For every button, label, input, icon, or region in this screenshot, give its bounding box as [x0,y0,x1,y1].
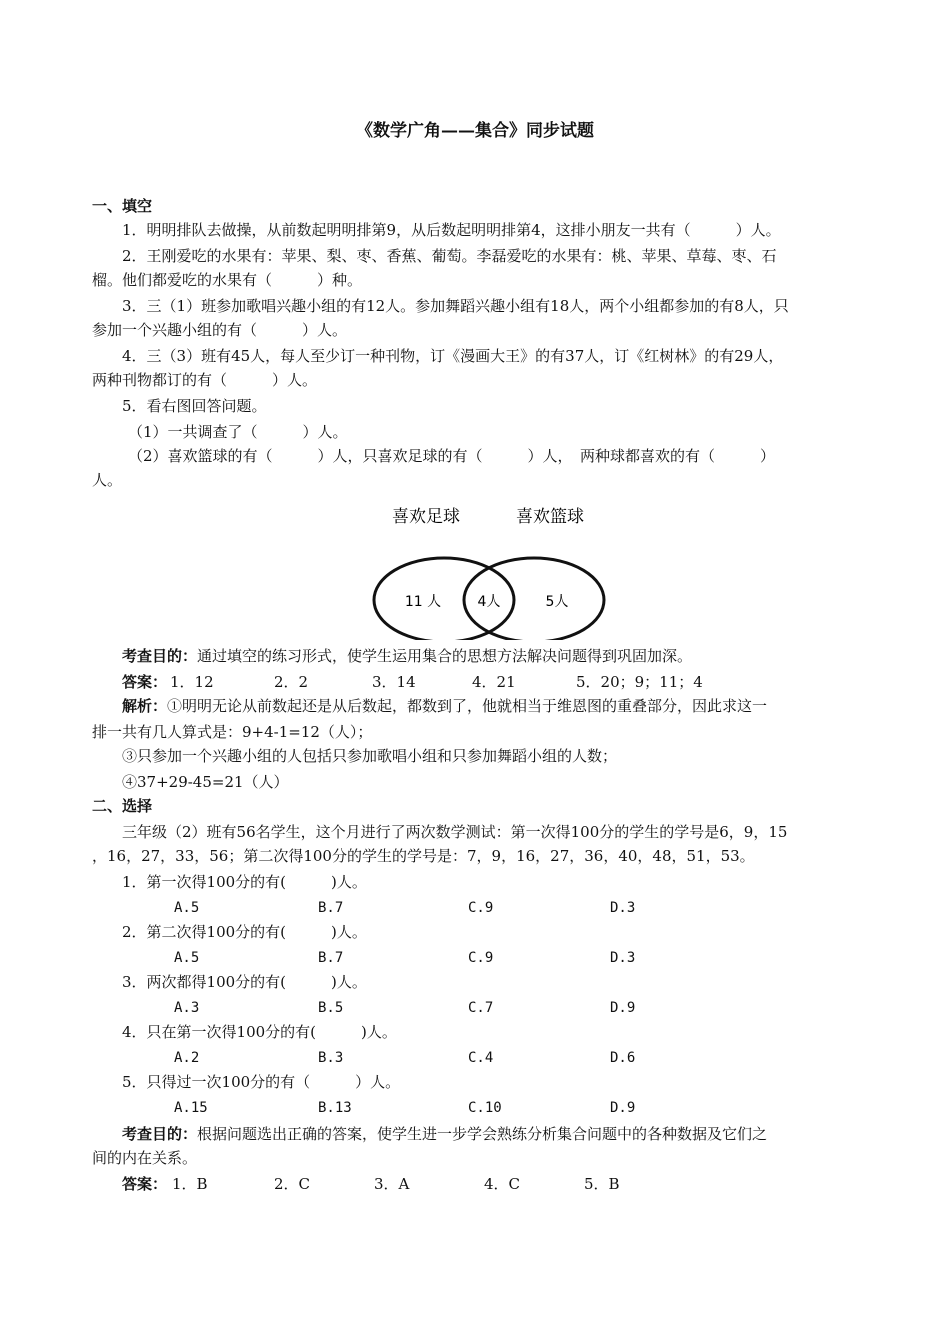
section2-purpose-line2: 间的内在关系。 [92,1149,198,1167]
choice-2-option-d: D.3 [610,950,636,966]
q2-line1: 2．王刚爱吃的水果有：苹果、梨、枣、香蕉、葡萄。李磊爱吃的水果有：桃、苹果、草莓、枣、石 [122,247,777,265]
purpose-label: 考查目的： [122,647,198,665]
answer-label: 答案： [122,1175,168,1193]
document-title: 《数学广角——集合》同步试题 [356,121,594,141]
choice-answer-3: 3．A [374,1175,410,1193]
answer-3: 3．14 [372,673,416,691]
analysis-text-1: ①明明无论从前数起还是从后数起，都数到了，他就相当于维恩图的重叠部分，因此求这一 [167,697,768,715]
choice-3-option-a: A.3 [174,1000,200,1016]
choice-5-option-a: A.15 [174,1100,208,1116]
section1-analysis-line1 [122,694,892,718]
venn-value-football-only: 11 人 [404,594,442,610]
q3-line2: 参加一个兴趣小组的有（ ）人。 [92,321,348,339]
section2-answers [122,1172,892,1196]
q4-line1: 4．三（3）班有45人，每人至少订一种刊物，订《漫画大王》的有37人，订《红树林》的有29人， [122,347,784,365]
choice-4-option-a: A.2 [174,1050,200,1066]
section1-answers [122,670,892,694]
choice-1-option-b: B.7 [318,900,344,916]
q5-sub2-line1: （2）喜欢篮球的有（ ）人，只喜欢足球的有（ ）人， 两种球都喜欢的有（ ） [128,447,776,465]
choice-2-option-b: B.7 [318,950,344,966]
section2-intro-line1: 三年级（2）班有56名学生，这个月进行了两次数学测试：第一次得100分的学生的学号是6，9，15 [122,823,788,841]
venn-diagram [360,500,620,640]
section2-heading: 二、选择 [92,797,153,815]
choice-question-4: 4．只在第一次得100分的有( )人。 [122,1023,397,1041]
answer-label: 答案： [122,673,168,691]
q5-sub1: （1）一共调查了（ ）人。 [128,423,348,441]
choice-5-option-c: C.10 [468,1100,502,1116]
section1-analysis-line3: ③只参加一个兴趣小组的人包括只参加歌唱小组和只参加舞蹈小组的人数； [122,747,618,765]
choice-5-option-b: B.13 [318,1100,352,1116]
choice-answer-5: 5．B [584,1175,620,1193]
choice-4-option-c: C.4 [468,1050,494,1066]
choice-1-option-d: D.3 [610,900,636,916]
choice-3-option-c: C.7 [468,1000,494,1016]
choice-5-option-d: D.9 [610,1100,636,1116]
answer-2: 2．2 [274,673,309,691]
choice-4-option-b: B.3 [318,1050,344,1066]
venn-value-basketball-only: 5人 [545,594,569,610]
q4-line2: 两种刊物都订的有（ ）人。 [92,371,318,389]
choice-1-option-a: A.5 [174,900,200,916]
choice-question-3: 3．两次都得100分的有( )人。 [122,973,367,991]
section2-intro-line2: ，16，27，33，56；第二次得100分的学生的学号是：7，9，16，27，36，40，48，51，53。 [92,847,755,865]
section1-analysis-line2: 排一共有几人算式是：9+4-1=12（人）； [92,723,373,741]
answer-4: 4．21 [472,673,516,691]
answer-5: 5．20；9；11；4 [576,673,703,691]
answer-1: 1．12 [170,673,214,691]
q5-sub2-line2: 人。 [92,471,123,489]
venn-label-basketball: 喜欢篮球 [516,507,584,527]
choice-answer-2: 2．C [274,1175,311,1193]
section1-purpose [122,644,892,668]
choice-answer-4: 4．C [484,1175,521,1193]
section2-purpose [122,1122,892,1146]
q5-text: 5．看右图回答问题。 [122,397,267,415]
venn-value-both: 4人 [477,594,501,610]
choice-3-option-d: D.9 [610,1000,636,1016]
choice-2-option-c: C.9 [468,950,494,966]
analysis-label: 解析： [122,697,168,715]
section1-analysis-line4: ④37+29-45=21（人） [122,773,289,791]
choice-question-1: 1．第一次得100分的有( )人。 [122,873,367,891]
q3-line1: 3．三（1）班参加歌唱兴趣小组的有12人。参加舞蹈兴趣小组有18人，两个小组都参加的有8人，只 [122,297,789,315]
q2-line2: 榴。他们都爱吃的水果有（ ）种。 [92,271,363,289]
choice-question-5: 5．只得过一次100分的有（ ）人。 [122,1073,401,1091]
purpose-text: 通过填空的练习形式，使学生运用集合的思想方法解决问题得到巩固加深。 [197,647,693,665]
choice-3-option-b: B.5 [318,1000,344,1016]
choice-2-option-a: A.5 [174,950,200,966]
choice-answer-1: 1．B [172,1175,208,1193]
purpose-label: 考查目的： [122,1125,198,1143]
section1-heading: 一、填空 [92,197,153,215]
choice-1-option-c: C.9 [468,900,494,916]
venn-label-football: 喜欢足球 [392,507,460,527]
q1-text: 1．明明排队去做操，从前数起明明排第9，从后数起明明排第4，这排小朋友一共有（ ）人。 [122,221,781,239]
purpose-text: 根据问题选出正确的答案，使学生进一步学会熟练分析集合问题中的各种数据及它们之 [197,1125,768,1143]
choice-4-option-d: D.6 [610,1050,636,1066]
choice-question-2: 2．第二次得100分的有( )人。 [122,923,367,941]
